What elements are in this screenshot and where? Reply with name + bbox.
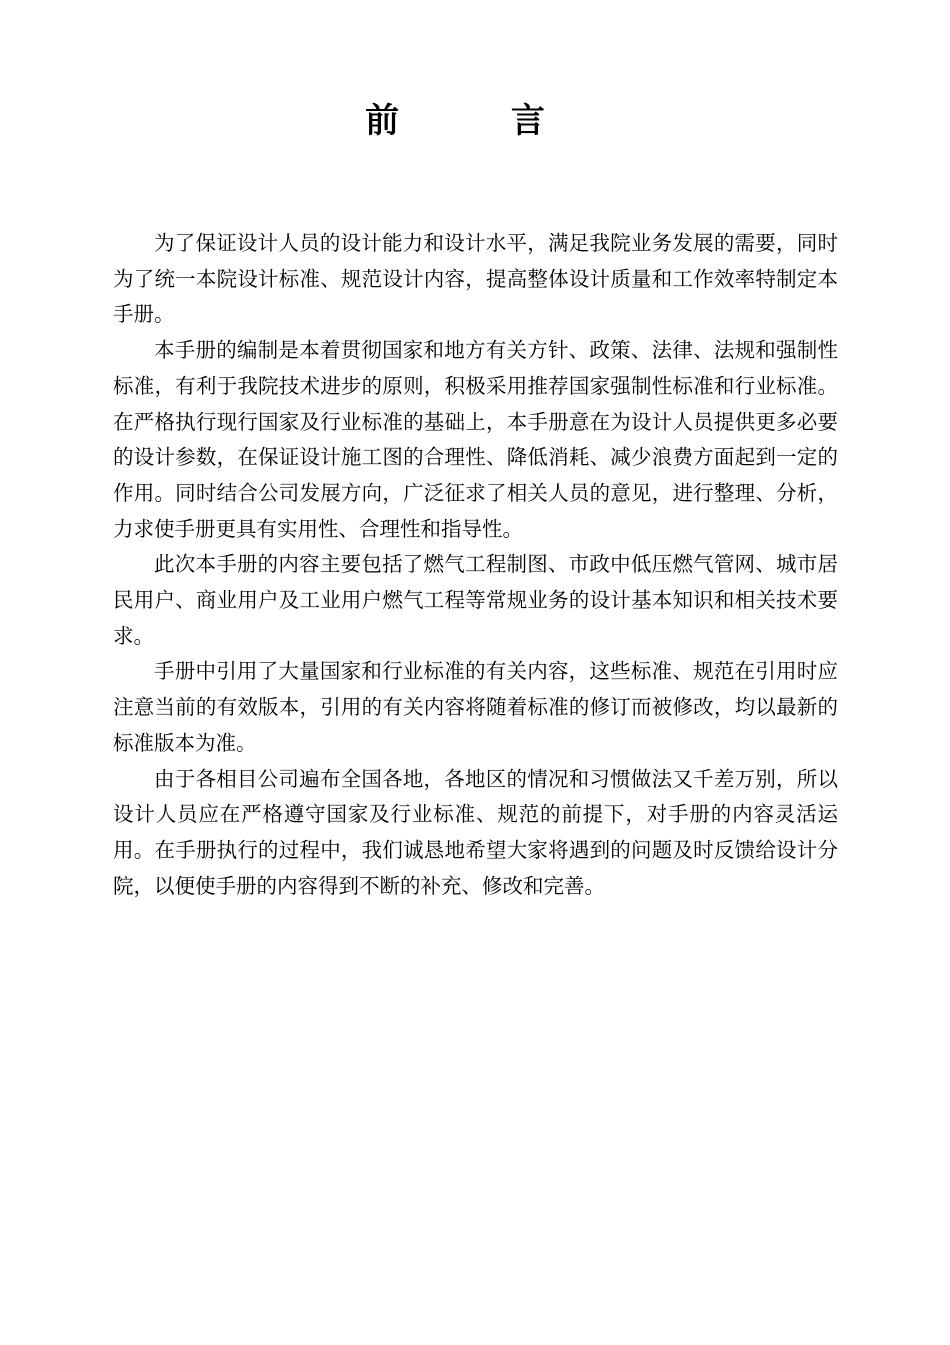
paragraph-2: 本手册的编制是本着贯彻国家和地方有关方针、政策、法律、法规和强制性标准，有利于我院技术进步的原则，积极采用推荐国家强制性标准和行业标准。在严格执行现行国家及行业标准的基础上，本手册意在为设计人员提供更多必要的设计参数，在保证设计施工图的合理性、降低消耗、减少浪费方面起到一定的作用。同时结合公司发展方向，广泛征求了相关人员的意见，进行整理、分析，力求使手册更具有实用性、合理性和指导性。 — [113, 338, 838, 541]
paragraph-3: 此次本手册的内容主要包括了燃气工程制图、市政中低压燃气管网、城市居民用户、商业用户及工业用户燃气工程等常规业务的设计基本知识和相关技术要求。 — [113, 552, 838, 648]
paragraph-1: 为了保证设计人员的设计能力和设计水平，满足我院业务发展的需要，同时为了统一本院设计标准、规范设计内容，提高整体设计质量和工作效率特制定本手册。 — [113, 231, 838, 327]
paragraph-5: 由于各相目公司遍布全国各地，各地区的情况和习惯做法又千差万别，所以设计人员应在严格遵守国家及行业标准、规范的前提下，对手册的内容灵活运用。在手册执行的过程中，我们诚恳地希望大家将遇到的问题及时反馈给设计分院，以便使手册的内容得到不断的补充、修改和完善。 — [113, 766, 838, 898]
body-text — [113, 226, 838, 904]
paragraph-4: 手册中引用了大量国家和行业标准的有关内容，这些标准、规范在引用时应注意当前的有效版本，引用的有关内容将随着标准的修订而被修改，均以最新的标准版本为准。 — [113, 659, 838, 755]
page-title: 前 言 — [365, 101, 595, 141]
